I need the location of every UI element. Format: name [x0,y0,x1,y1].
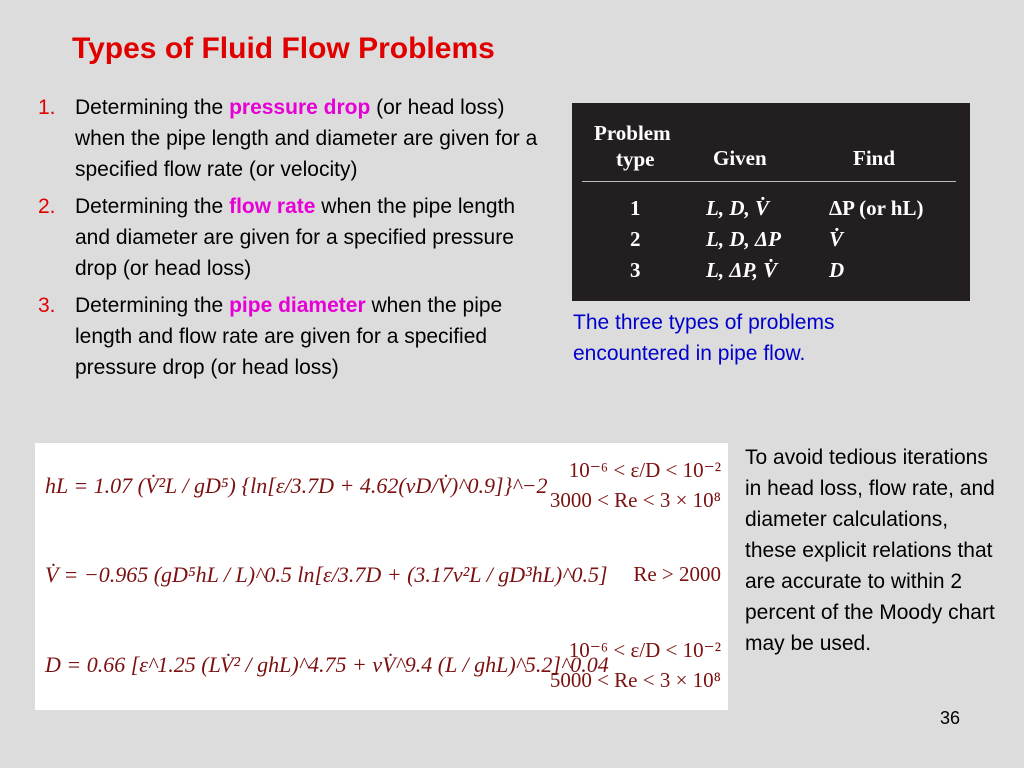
condition: 5000 < Re < 3 × 10⁸ [549,668,721,692]
formula-panel [35,443,728,710]
table-caption: The three types of problems encountered in pipe flow. [573,311,835,365]
item-text [75,191,548,284]
problem-list [38,92,548,389]
row-1-find: ΔP (or hL) [829,196,924,220]
side-note: To avoid tedious iterations in head loss, flow rate, and diameter calculations, these explicit relations that are accurate to within 2 percent of the Moody chart may be used. [745,446,995,655]
slide-title: Types of Fluid Flow Problems [72,32,495,65]
row-2-given: L, D, ΔP [706,227,781,251]
item-number: 3. [38,294,56,317]
row-3-given: L, ΔP, V̇ [706,258,778,282]
list-item [38,92,548,185]
diameter-equation: D = 0.66 [ε^1.25 (LV̇² / ghL)^4.75 + νV̇^9.4 (L / ghL)^5.2]^0.04 [45,652,609,677]
item-highlight: pressure drop [229,96,371,119]
flow-rate-conditions [499,559,721,589]
item-prefix: Determining the [75,96,230,119]
diameter-conditions [499,635,721,695]
item-text [75,290,548,383]
header-type-line1: Problem [594,121,671,145]
header-type-line2: type [616,147,655,171]
head-loss-conditions [499,455,721,515]
condition: 10⁻⁶ < ε/D < 10⁻² [568,638,721,662]
page-number: 36 [940,708,961,728]
row-3-find: D [829,258,845,282]
item-suffix: when the pipe length and diameter are given for a specified pressure drop (or head loss) [75,195,516,280]
list-item [38,290,548,383]
item-number: 1. [38,96,56,119]
condition: 3000 < Re < 3 × 10⁸ [549,488,721,512]
table-rule [582,181,956,182]
item-prefix: Determining the [75,195,230,218]
problem-types-table [572,103,970,301]
condition: Re > 2000 [633,562,721,586]
row-3-type: 3 [630,258,641,282]
flow-rate-equation: V̇ = −0.965 (gD⁵hL / L)^0.5 ln[ε/3.7D + (3.17ν²L / gD³hL)^0.5] [45,562,608,587]
row-2-type: 2 [630,227,641,251]
list-item [38,191,548,284]
item-highlight: flow rate [229,195,316,218]
head-loss-equation: hL = 1.07 (V̇²L / gD⁵) {ln[ε/3.7D + 4.62(νD/V̇)^0.9]}^−2 [45,473,548,498]
header-given: Given [713,146,767,170]
row-1-given: L, D, V̇ [706,196,769,220]
item-suffix: when the pipe length and flow rate are given for a specified pressure drop (or head loss) [75,294,503,379]
item-text [75,92,548,185]
row-1-type: 1 [630,196,641,220]
item-highlight: pipe diameter [229,294,366,317]
condition: 10⁻⁶ < ε/D < 10⁻² [568,458,721,482]
item-number: 2. [38,195,56,218]
item-prefix: Determining the [75,294,230,317]
header-find: Find [853,146,896,170]
item-suffix: (or head loss) when the pipe length and diameter are given for a specified flow rate (or velocity) [75,96,538,181]
row-2-find: V̇ [829,227,844,251]
